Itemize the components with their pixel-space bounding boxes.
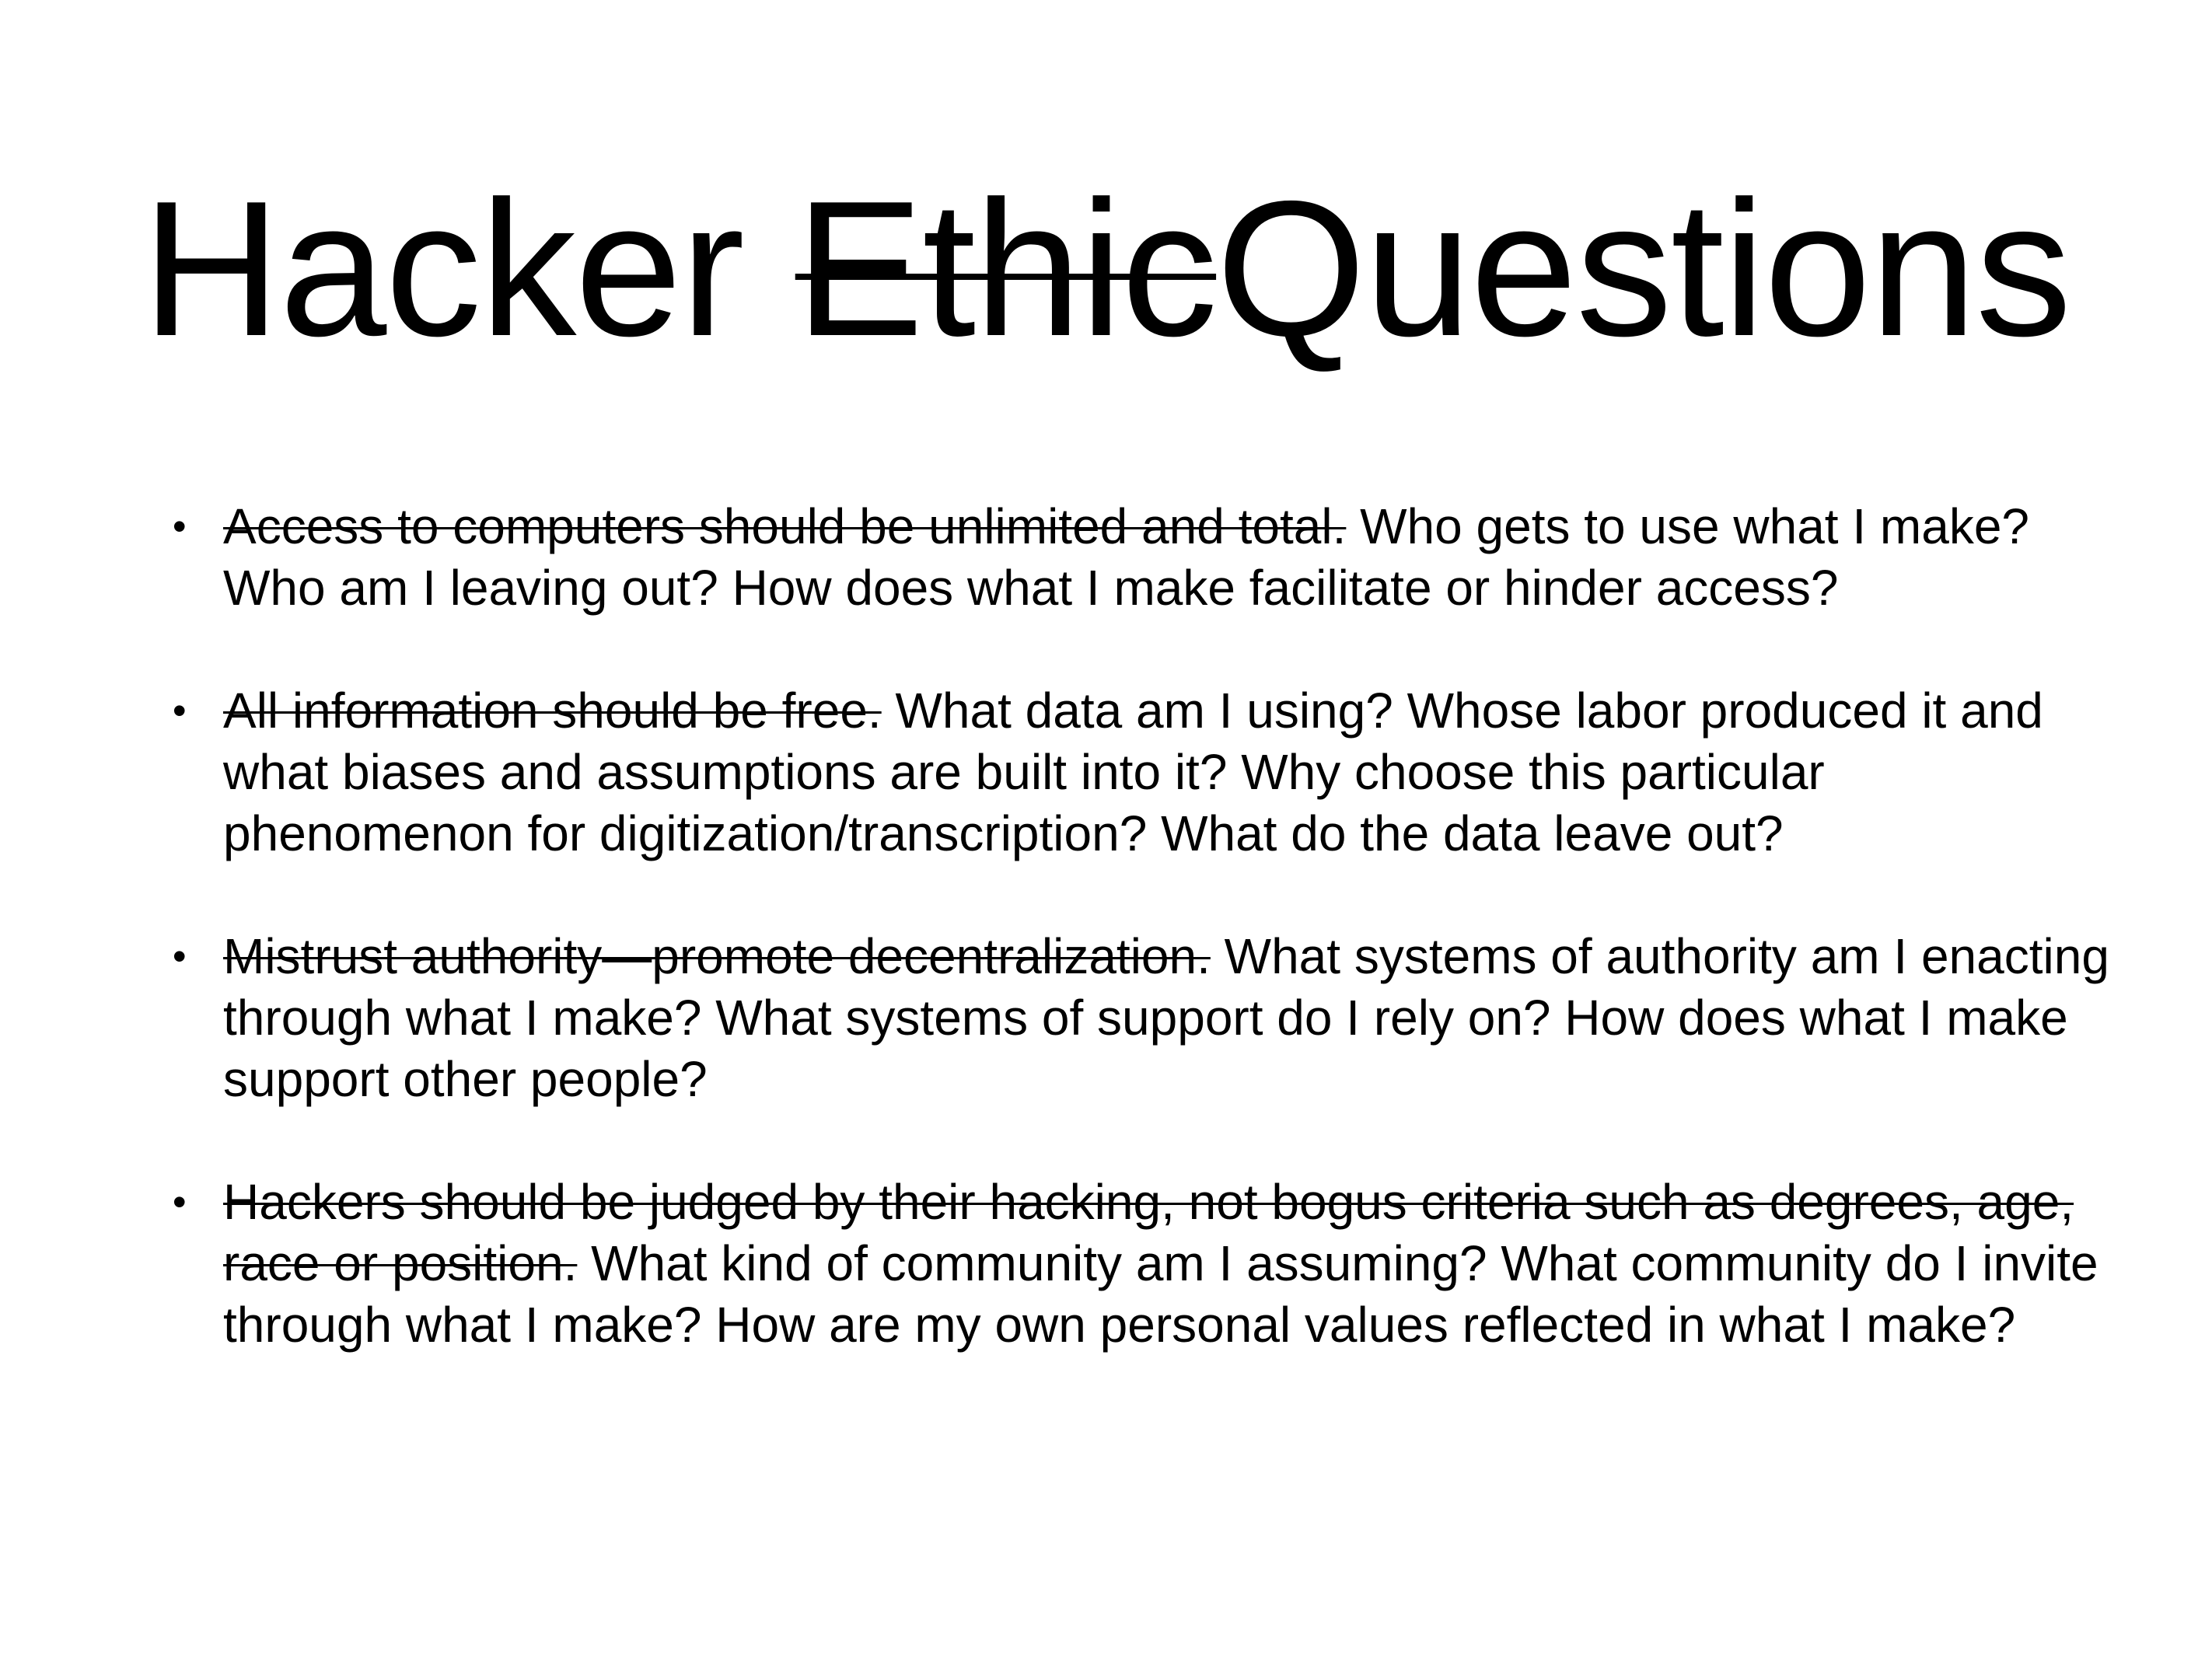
bullet-dot-icon: • [173, 1180, 187, 1224]
bullet-item [156, 926, 2115, 1110]
question-text: What systems of authority am I enacting through what I make? What systems of support do I rely on? How does what I make support other people? [223, 928, 2109, 1107]
struck-principle: All information should be free. [223, 683, 882, 739]
question-text: What data am I using? Whose labor produced it and what biases and assumptions are built into it? Why choose this particular phenomenon for digitization/transcription? What do the data leave out? [223, 683, 2043, 861]
struck-principle: Hackers should be judged by their hacking, not bogus criteria such as degrees, age, race or position. [223, 1174, 2074, 1291]
bullet-list [156, 496, 2115, 1417]
bullet-dot-icon: • [173, 934, 187, 978]
slide-title [0, 160, 2212, 376]
title-struck-word: Ethic [795, 160, 1217, 376]
question-text: What kind of community am I assuming? What community do I invite through what I make? How are my own personal values reflected in what I make? [223, 1235, 2098, 1353]
question-text: Who gets to use what I make? Who am I leaving out? How does what I make facilitate or hinder access? [223, 498, 2029, 616]
struck-principle: Mistrust authority—promote decentralization. [223, 928, 1211, 984]
title-replacement-word: Questions [1216, 160, 2070, 376]
bullet-dot-icon: • [173, 505, 187, 548]
bullet-item [156, 1172, 2115, 1356]
bullet-dot-icon: • [173, 689, 187, 732]
bullet-item [156, 496, 2115, 619]
struck-principle: Access to computers should be unlimited and total. [223, 498, 1347, 554]
bullet-item [156, 680, 2115, 864]
title-prefix: Hacker [142, 160, 795, 376]
